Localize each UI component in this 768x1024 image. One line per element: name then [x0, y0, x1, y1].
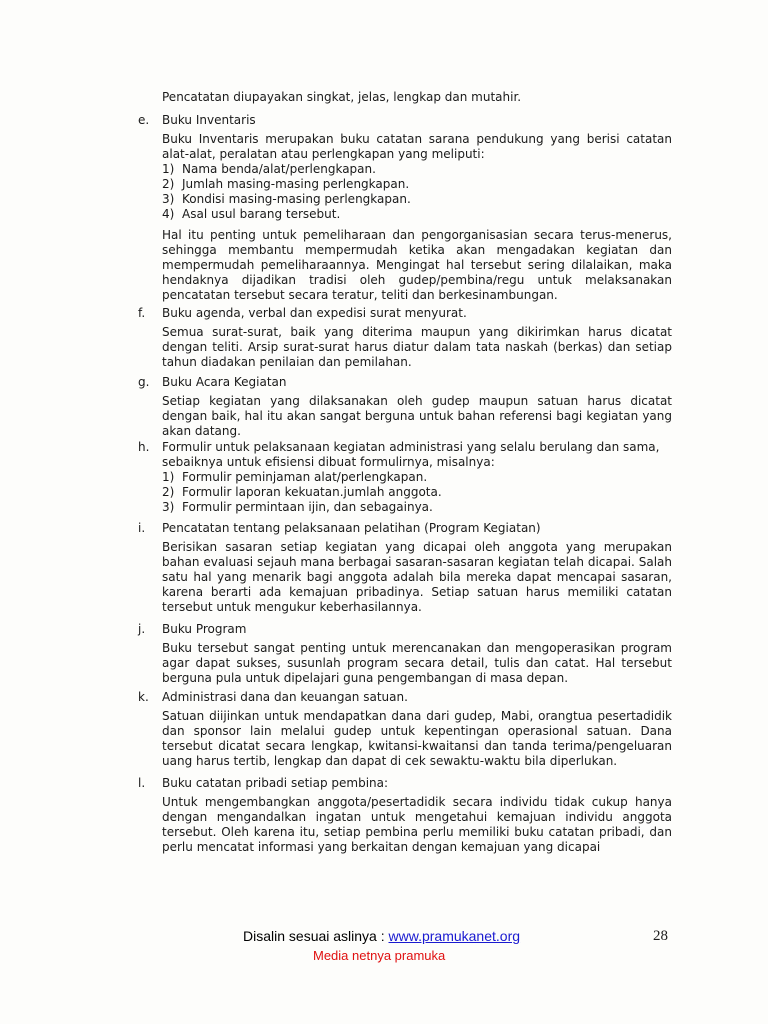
section-letter: l. [138, 776, 146, 790]
section-paragraph: Satuan diijinkan untuk mendapatkan dana dari gudep, Mabi, orangtua pesertadidik dan sponsor lain melalui gudep untuk kepentingan operasional satuan. Dana tersebut dicatat secara lengkap, kwitansi-kwaitansi dan tanda terima/pengeluaran uang harus tertib, lengkap dan dapat di cek sewaktu-waktu bila diperlukan. [162, 709, 672, 768]
section-title: Formulir untuk pelaksanaan kegiatan administrasi yang selalu berulang dan sama, sebaiknya untuk efisiensi dibuat formulirnya, misalnya: [162, 440, 660, 469]
section-paragraph: Setiap kegiatan yang dilaksanakan oleh gudep maupun satuan harus dicatat dengan baik, hal itu akan sangat berguna untuk bahan referensi bagi kegiatan yang akan datang. [162, 394, 672, 438]
section-paragraph: Buku tersebut sangat penting untuk merencanakan dan mengoperasikan program agar dapat sukses, susunlah program secara detail, tulis dan catat. Hal tersebut berguna pula untuk dipelajari guna pengembangan di masa depan. [162, 641, 672, 685]
section-title: Buku agenda, verbal dan expedisi surat menyurat. [162, 306, 467, 320]
list-item: 4) Asal usul barang tersebut. [162, 207, 341, 221]
section-paragraph: Untuk mengembangkan anggota/pesertadidik secara individu tidak cukup hanya dengan mengandalkan ingatan untuk mengetahui kemajuan individu anggota tersebut. Oleh karena itu, setiap pembina perlu memiliki buku catatan pribadi, dan perlu mencatat informasi yang berkaitan dengan kemajuan yang dicapai [162, 795, 672, 854]
numbered-list [162, 470, 672, 515]
list-item: 2) Formulir laporan kekuatan.jumlah anggota. [162, 485, 442, 499]
section-title: Buku catatan pribadi setiap pembina: [162, 776, 389, 790]
section-h [138, 440, 672, 515]
section-letter: h. [138, 440, 150, 454]
section-letter: i. [138, 521, 146, 535]
page-number: 28 [653, 928, 668, 944]
section-i [138, 521, 672, 615]
section-letter: f. [138, 306, 146, 320]
section-letter: k. [138, 690, 149, 704]
numbered-list [162, 162, 672, 222]
section-paragraph: Semua surat-surat, baik yang diterima maupun yang dikirimkan harus dicatat dengan teliti. Arsip surat-surat harus diatur dalam tata naskah (berkas) dan setiap tahun diadakan penilaian dan pemilahan. [162, 325, 672, 369]
section-paragraph: Buku Inventaris merupakan buku catatan sarana pendukung yang berisi catatan alat-alat, peralatan atau perlengkapan yang meliputi: [162, 132, 672, 161]
section-j [138, 622, 672, 686]
section-title: Administrasi dana dan keuangan satuan. [162, 690, 408, 704]
section-title: Buku Acara Kegiatan [162, 375, 287, 389]
section-paragraph: Hal itu penting untuk pemeliharaan dan pengorganisasian secara terus-menerus, sehingga membantu mempermudah ketika akan mengadakan kegiatan dan mempermudah pemeliharaannya. Mengingat hal tersebut sering dilalaikan, maka hendaknya dijadikan tradisi oleh gudep/pembina/regu untuk melaksanakan pencatatan tersebut secara teratur, teliti dan berkesinambungan. [162, 228, 672, 302]
list-item: 1) Formulir peminjaman alat/perlengkapan. [162, 470, 428, 484]
section-letter: g. [138, 375, 150, 389]
list-item: 3) Kondisi masing-masing perlengkapan. [162, 192, 411, 206]
section-g [138, 375, 672, 439]
list-item: 2) Jumlah masing-masing perlengkapan. [162, 177, 410, 191]
section-paragraph: Berisikan sasaran setiap kegiatan yang dicapai oleh anggota yang merupakan bahan evaluasi sejauh mana berbagai sasaran-sasaran kegiatan telah dicapai. Salah satu hal yang menarik bagi anggota adalah bila mereka dapat mencapai sasaran, karena berarti ada kemajuan pribadinya. Setiap satuan harus memiliki catatan tersebut untuk mengukur keberhasilannya. [162, 540, 672, 614]
section-k [138, 690, 672, 769]
section-f [138, 306, 672, 370]
section-title: Buku Inventaris [162, 113, 256, 127]
section-letter: e. [138, 113, 150, 127]
footer-label: Disalin sesuai aslinya : [243, 928, 385, 944]
footer-subtitle: Media netnya pramuka [313, 948, 446, 963]
list-item: 1) Nama benda/alat/perlengkapan. [162, 162, 376, 176]
footer-link[interactable]: www.pramukanet.org [388, 928, 521, 944]
list-item: 3) Formulir permintaan ijin, dan sebagainya. [162, 500, 433, 514]
section-title: Pencatatan tentang pelaksanaan pelatihan (Program Kegiatan) [162, 521, 541, 535]
intro-text: Pencatatan diupayakan singkat, jelas, lengkap dan mutahir. [162, 90, 522, 104]
section-letter: j. [138, 622, 146, 636]
section-e [138, 113, 672, 303]
section-l [138, 776, 672, 855]
section-title: Buku Program [162, 622, 247, 636]
footer-credit [243, 928, 520, 944]
